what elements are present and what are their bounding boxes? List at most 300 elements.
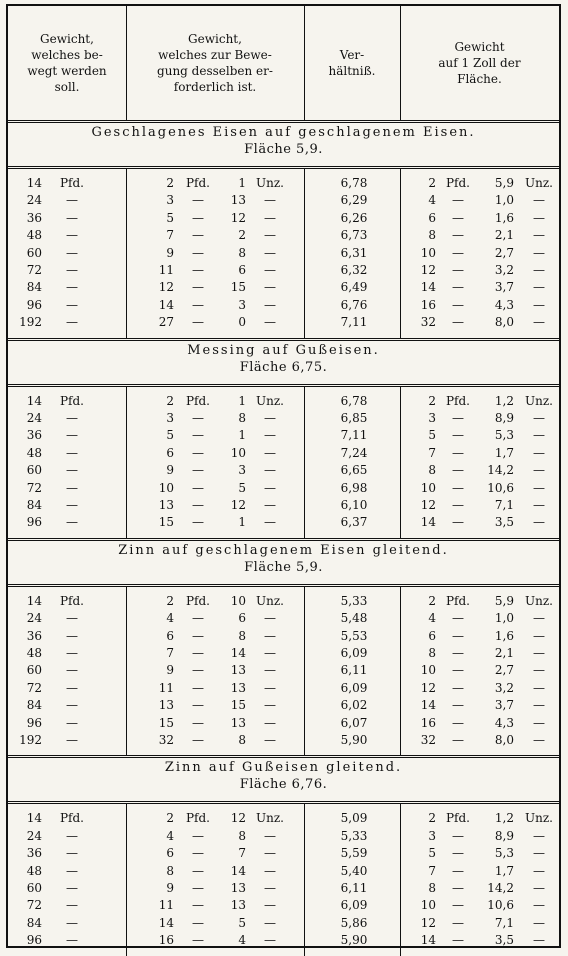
cell-weight-unit: — [66, 297, 78, 312]
cell-force-pound-unit: — [192, 646, 204, 660]
cell-area-pounds: 14 [420, 933, 436, 948]
cell-force-ounce-unit: — [264, 663, 276, 678]
cell-weight: 48 [26, 646, 42, 660]
cell-weight: 48 [26, 863, 42, 878]
cell-area-ounce-unit: — [533, 445, 545, 460]
cell-force-ounce-unit: — [264, 933, 276, 948]
table-row [8, 732, 559, 749]
cell-force-pound-unit: — [192, 245, 204, 260]
cell-ratio: 6,11 [340, 881, 368, 895]
cell-area-pound-unit: — [452, 628, 464, 643]
cell-force-pound-unit: — [192, 680, 204, 695]
cell-force-ounce-unit: — [264, 263, 276, 277]
cell-area-ounce-unit: — [533, 280, 545, 295]
cell-area-pounds: 6 [428, 210, 436, 225]
cell-area-pound-unit: — [452, 498, 464, 512]
cell-area-ounce-unit: — [533, 680, 545, 695]
cell-weight-unit: — [66, 828, 78, 843]
cell-force-pounds: 15 [158, 515, 174, 530]
cell-area-ounces: 1,7 [494, 863, 514, 878]
cell-area-pound-unit: — [452, 698, 464, 713]
cell-force-ounce-unit: — [264, 463, 276, 478]
cell-weight-unit: — [66, 898, 78, 913]
cell-area-pound-unit: — [452, 733, 464, 747]
cell-force-ounce-unit: — [264, 881, 276, 895]
column-divider [304, 587, 305, 756]
cell-force-ounce-unit: — [264, 628, 276, 643]
cell-force-pound-unit: — [192, 733, 204, 747]
table-row [8, 192, 559, 209]
cell-ratio: 5,90 [340, 933, 368, 948]
cell-area-pounds: 32 [420, 315, 436, 330]
table-row [8, 610, 559, 627]
cell-weight: 84 [26, 498, 42, 512]
cell-ratio: 6,09 [340, 646, 368, 660]
cell-area-ounces: 8,0 [494, 733, 514, 747]
cell-area-ounces: 14,2 [487, 463, 514, 478]
cell-force-pounds: 3 [166, 411, 174, 425]
cell-area-ounce-unit: — [533, 210, 545, 225]
cell-force-pound-unit: — [192, 411, 204, 425]
cell-area-pound-unit: — [452, 846, 464, 861]
cell-force-pound-unit: — [192, 915, 204, 930]
cell-area-ounces: 10,6 [487, 480, 514, 495]
header-weight-per-inch: Gewicht auf 1 Zoll der Fläche. [438, 40, 521, 86]
cell-area-pound-unit: — [452, 933, 464, 948]
cell-area-pounds: 5 [428, 846, 436, 861]
cell-area-pound-unit: — [452, 228, 464, 243]
cell-area-pounds: 32 [420, 733, 436, 747]
cell-force-ounce-unit: Unz. [256, 393, 284, 408]
cell-area-pound-unit: — [452, 515, 464, 530]
table-row [8, 297, 559, 314]
cell-area-pounds: 14 [420, 698, 436, 713]
cell-force-pounds: 5 [166, 210, 174, 225]
table-row [8, 497, 559, 514]
section-material-heading: Zinn auf geschlagenem Eisen gleitend. [118, 542, 449, 558]
cell-force-pound-unit: — [192, 515, 204, 530]
section-rule [8, 120, 559, 123]
cell-force-pounds: 11 [158, 263, 174, 277]
section-rule [8, 801, 559, 804]
cell-force-ounce-unit: — [264, 733, 276, 747]
column-divider [304, 804, 305, 955]
section-title [8, 342, 559, 384]
cell-ratio: 6,98 [340, 480, 368, 495]
cell-area-ounce-unit: Unz. [525, 811, 553, 826]
cell-force-pounds: 11 [158, 680, 174, 695]
cell-area-ounces: 1,2 [494, 811, 514, 826]
table-row [8, 210, 559, 227]
cell-force-ounce-unit: — [264, 863, 276, 878]
cell-area-pound-unit: — [452, 663, 464, 678]
cell-area-ounces: 2,7 [494, 663, 514, 678]
table-row [8, 828, 559, 845]
cell-area-pounds: 4 [428, 611, 436, 626]
section-rule [8, 384, 559, 387]
cell-force-ounce-unit: — [264, 611, 276, 626]
cell-force-ounces: 8 [238, 828, 246, 843]
cell-weight: 24 [26, 411, 42, 425]
cell-area-pounds: 12 [420, 680, 436, 695]
cell-force-ounces: 1 [238, 428, 246, 443]
cell-force-ounce-unit: — [264, 428, 276, 443]
cell-weight-unit: — [66, 411, 78, 425]
cell-area-ounces: 1,2 [494, 393, 514, 408]
cell-weight: 24 [26, 828, 42, 843]
cell-force-pounds: 6 [166, 445, 174, 460]
cell-weight: 60 [26, 463, 42, 478]
cell-force-ounce-unit: — [264, 228, 276, 243]
section-rule [8, 538, 559, 541]
cell-area-pounds: 4 [428, 193, 436, 208]
cell-force-pound-unit: — [192, 297, 204, 312]
cell-force-ounces: 12 [230, 498, 246, 512]
cell-force-ounces: 13 [230, 898, 246, 913]
cell-force-ounces: 5 [238, 915, 246, 930]
cell-area-pounds: 12 [420, 498, 436, 512]
cell-force-ounces: 14 [230, 646, 246, 660]
cell-area-ounce-unit: — [533, 480, 545, 495]
cell-force-pounds: 11 [158, 898, 174, 913]
cell-weight-unit: — [66, 428, 78, 443]
cell-force-ounce-unit: — [264, 445, 276, 460]
section-title [8, 759, 559, 801]
cell-area-pound-unit: — [452, 680, 464, 695]
cell-force-ounces: 14 [230, 863, 246, 878]
cell-area-pounds: 5 [428, 428, 436, 443]
cell-weight-unit: — [66, 846, 78, 861]
cell-force-ounces: 10 [230, 445, 246, 460]
cell-force-ounce-unit: — [264, 698, 276, 713]
cell-ratio: 6,02 [340, 698, 368, 713]
cell-force-pound-unit: — [192, 480, 204, 495]
cell-weight: 60 [26, 245, 42, 260]
cell-weight-unit: — [66, 245, 78, 260]
cell-ratio: 6,49 [340, 280, 368, 295]
cell-ratio: 6,32 [340, 263, 368, 277]
cell-area-ounce-unit: — [533, 245, 545, 260]
cell-area-pounds: 8 [428, 228, 436, 243]
cell-ratio: 5,48 [340, 611, 368, 626]
cell-area-pound-unit: — [452, 480, 464, 495]
cell-ratio: 5,53 [340, 628, 368, 643]
cell-ratio: 7,11 [340, 315, 368, 330]
cell-force-pounds: 2 [166, 176, 174, 190]
cell-force-pounds: 4 [166, 611, 174, 626]
cell-force-ounce-unit: — [264, 715, 276, 730]
cell-force-ounces: 15 [230, 280, 246, 295]
cell-weight: 72 [26, 263, 42, 277]
cell-force-pounds: 5 [166, 428, 174, 443]
section-title [8, 542, 559, 584]
cell-area-ounce-unit: — [533, 263, 545, 277]
table-row [8, 514, 559, 531]
cell-weight-unit: — [66, 715, 78, 730]
cell-weight: 84 [26, 280, 42, 295]
column-divider [126, 587, 127, 756]
cell-force-ounce-unit: — [264, 315, 276, 330]
cell-force-pound-unit: — [192, 628, 204, 643]
header-column-divider [126, 6, 127, 120]
column-divider [400, 169, 401, 338]
table-row [8, 227, 559, 244]
cell-area-ounces: 3,5 [494, 515, 514, 530]
cell-weight: 84 [26, 698, 42, 713]
cell-force-pound-unit: — [192, 280, 204, 295]
cell-area-pound-unit: — [452, 428, 464, 443]
cell-weight: 72 [26, 680, 42, 695]
cell-ratio: 6,10 [340, 498, 368, 512]
table-row [8, 593, 559, 610]
section-title [8, 124, 559, 166]
cell-area-pounds: 12 [420, 263, 436, 277]
cell-force-ounces: 4 [238, 933, 246, 948]
cell-force-pounds: 13 [158, 698, 174, 713]
cell-area-pounds: 2 [428, 393, 436, 408]
cell-ratio: 6,65 [340, 463, 368, 478]
cell-weight: 192 [19, 315, 42, 330]
cell-area-pound-unit: — [452, 646, 464, 660]
cell-area-ounces: 1,6 [494, 210, 514, 225]
cell-force-ounces: 2 [238, 228, 246, 243]
cell-force-ounce-unit: — [264, 245, 276, 260]
cell-weight-unit: — [66, 498, 78, 512]
table-row [8, 845, 559, 862]
cell-force-ounces: 8 [238, 411, 246, 425]
cell-force-pounds: 6 [166, 628, 174, 643]
cell-force-pounds: 9 [166, 463, 174, 478]
cell-force-pound-unit: — [192, 463, 204, 478]
cell-area-ounces: 3,2 [494, 680, 514, 695]
table-row [8, 480, 559, 497]
table-row [8, 880, 559, 897]
header-weight-moved: Gewicht, welches be- wegt werden soll. [27, 32, 107, 94]
header-column-divider [304, 6, 305, 120]
cell-area-ounce-unit: — [533, 733, 545, 747]
cell-force-pounds: 14 [158, 915, 174, 930]
cell-ratio: 5,33 [340, 828, 368, 843]
table-row [8, 245, 559, 262]
cell-force-ounces: 1 [238, 176, 246, 190]
cell-weight-unit: — [66, 628, 78, 643]
cell-area-ounce-unit: — [533, 715, 545, 730]
cell-force-ounces: 8 [238, 733, 246, 747]
cell-area-ounce-unit: — [533, 828, 545, 843]
cell-ratio: 6,37 [340, 515, 368, 530]
cell-force-pound-unit: Pfd. [185, 593, 210, 608]
cell-weight: 14 [26, 593, 42, 608]
cell-weight: 72 [26, 480, 42, 495]
cell-area-pounds: 3 [428, 828, 436, 843]
section-area-caption: Fläche 6,76. [239, 777, 328, 793]
cell-weight-unit: — [66, 315, 78, 330]
cell-weight: 60 [26, 663, 42, 678]
cell-area-pounds: 6 [428, 628, 436, 643]
table-row [8, 279, 559, 296]
cell-ratio: 6,29 [340, 193, 368, 208]
table-row [8, 393, 559, 410]
column-divider [304, 387, 305, 538]
cell-force-ounces: 15 [230, 698, 246, 713]
cell-area-pound-unit: — [452, 463, 464, 478]
cell-force-ounce-unit: Unz. [256, 811, 284, 826]
header-column-divider [400, 6, 401, 120]
cell-force-pound-unit: — [192, 611, 204, 626]
table-row [8, 915, 559, 932]
column-divider [400, 387, 401, 538]
cell-weight: 96 [26, 933, 42, 948]
cell-area-pound-unit: — [452, 245, 464, 260]
cell-weight: 84 [26, 915, 42, 930]
cell-ratio: 5,90 [340, 733, 368, 747]
table-row [8, 680, 559, 697]
cell-force-ounce-unit: — [264, 193, 276, 208]
cell-weight: 96 [26, 515, 42, 530]
cell-weight: 14 [26, 176, 42, 190]
cell-force-ounce-unit: — [264, 828, 276, 843]
cell-area-ounces: 2,1 [494, 646, 514, 660]
cell-area-ounce-unit: — [533, 863, 545, 878]
cell-force-ounce-unit: — [264, 915, 276, 930]
table-row [8, 715, 559, 732]
column-divider [400, 804, 401, 955]
cell-area-ounce-unit: — [533, 515, 545, 530]
cell-force-pound-unit: — [192, 428, 204, 443]
cell-force-pounds: 12 [158, 280, 174, 295]
cell-ratio: 6,11 [340, 663, 368, 678]
cell-force-pounds: 8 [166, 863, 174, 878]
table-header [8, 6, 559, 120]
section-rule [8, 755, 559, 758]
cell-area-pound-unit: — [452, 280, 464, 295]
cell-weight-unit: Pfd. [59, 811, 84, 826]
cell-force-ounces: 12 [230, 210, 246, 225]
cell-area-pounds: 10 [420, 245, 436, 260]
cell-area-pound-unit: — [452, 193, 464, 208]
cell-force-ounce-unit: — [264, 297, 276, 312]
cell-ratio: 6,78 [340, 393, 368, 408]
cell-weight-unit: — [66, 210, 78, 225]
cell-area-pound-unit: Pfd. [445, 593, 470, 608]
cell-ratio: 6,31 [340, 245, 368, 260]
cell-force-pounds: 32 [158, 733, 174, 747]
cell-weight: 24 [26, 193, 42, 208]
cell-area-pounds: 2 [428, 811, 436, 826]
cell-force-ounces: 13 [230, 193, 246, 208]
cell-area-ounces: 1,0 [494, 611, 514, 626]
cell-weight: 24 [26, 611, 42, 626]
cell-force-pound-unit: Pfd. [185, 176, 210, 190]
cell-weight-unit: — [66, 463, 78, 478]
cell-ratio: 6,85 [340, 411, 368, 425]
cell-area-ounces: 3,5 [494, 933, 514, 948]
cell-area-pounds: 8 [428, 463, 436, 478]
cell-area-ounces: 8,9 [494, 411, 514, 425]
cell-force-pound-unit: — [192, 846, 204, 861]
cell-ratio: 6,09 [340, 680, 368, 695]
cell-force-ounces: 13 [230, 881, 246, 895]
cell-area-ounce-unit: — [533, 463, 545, 478]
cell-area-ounces: 5,3 [494, 846, 514, 861]
cell-force-ounces: 1 [238, 515, 246, 530]
cell-area-ounce-unit: — [533, 646, 545, 660]
cell-force-ounce-unit: — [264, 646, 276, 660]
cell-area-ounces: 2,7 [494, 245, 514, 260]
cell-area-ounces: 5,9 [494, 176, 514, 190]
cell-area-pounds: 10 [420, 663, 436, 678]
cell-weight: 96 [26, 297, 42, 312]
cell-weight-unit: — [66, 228, 78, 243]
cell-area-ounce-unit: — [533, 881, 545, 895]
cell-area-ounce-unit: — [533, 498, 545, 512]
cell-area-ounces: 8,0 [494, 315, 514, 330]
cell-weight: 14 [26, 811, 42, 826]
table-row [8, 410, 559, 427]
cell-weight: 72 [26, 898, 42, 913]
section-area-caption: Fläche 5,9. [244, 559, 323, 575]
cell-area-ounce-unit: — [533, 315, 545, 330]
cell-force-pounds: 9 [166, 663, 174, 678]
cell-area-pound-unit: — [452, 898, 464, 913]
table-row [8, 897, 559, 914]
cell-force-ounces: 8 [238, 245, 246, 260]
table-row [8, 932, 559, 949]
cell-force-pound-unit: — [192, 498, 204, 512]
cell-area-pound-unit: Pfd. [445, 393, 470, 408]
cell-force-pound-unit: — [192, 263, 204, 277]
cell-force-pounds: 7 [166, 646, 174, 660]
cell-area-ounce-unit: Unz. [525, 176, 553, 190]
cell-weight: 48 [26, 228, 42, 243]
column-divider [304, 169, 305, 338]
table-row [8, 445, 559, 462]
cell-force-pound-unit: — [192, 210, 204, 225]
cell-weight-unit: Pfd. [59, 593, 84, 608]
cell-area-ounces: 5,9 [494, 593, 514, 608]
cell-weight-unit: — [66, 881, 78, 895]
cell-ratio: 5,86 [340, 915, 368, 930]
cell-weight: 48 [26, 445, 42, 460]
cell-weight: 36 [26, 628, 42, 643]
cell-force-ounce-unit: — [264, 411, 276, 425]
cell-area-ounces: 14,2 [487, 881, 514, 895]
cell-ratio: 6,26 [340, 210, 368, 225]
cell-ratio: 5,59 [340, 846, 368, 861]
cell-weight-unit: — [66, 933, 78, 948]
section-area-caption: Fläche 5,9. [244, 142, 323, 157]
cell-area-pound-unit: Pfd. [445, 176, 470, 190]
cell-force-ounces: 0 [238, 315, 246, 330]
cell-area-ounce-unit: — [533, 628, 545, 643]
cell-weight-unit: — [66, 646, 78, 660]
cell-weight-unit: Pfd. [59, 176, 84, 190]
cell-area-ounce-unit: — [533, 698, 545, 713]
column-divider [126, 804, 127, 955]
cell-force-ounce-unit: — [264, 680, 276, 695]
cell-area-ounces: 10,6 [487, 898, 514, 913]
cell-force-pounds: 14 [158, 297, 174, 312]
cell-ratio: 6,76 [340, 297, 368, 312]
cell-area-ounces: 7,1 [494, 915, 514, 930]
cell-force-pounds: 7 [166, 228, 174, 243]
cell-force-pound-unit: — [192, 881, 204, 895]
cell-area-ounce-unit: — [533, 915, 545, 930]
cell-area-pounds: 16 [420, 715, 436, 730]
cell-ratio: 6,07 [340, 715, 368, 730]
cell-weight-unit: — [66, 733, 78, 747]
cell-area-pound-unit: — [452, 715, 464, 730]
